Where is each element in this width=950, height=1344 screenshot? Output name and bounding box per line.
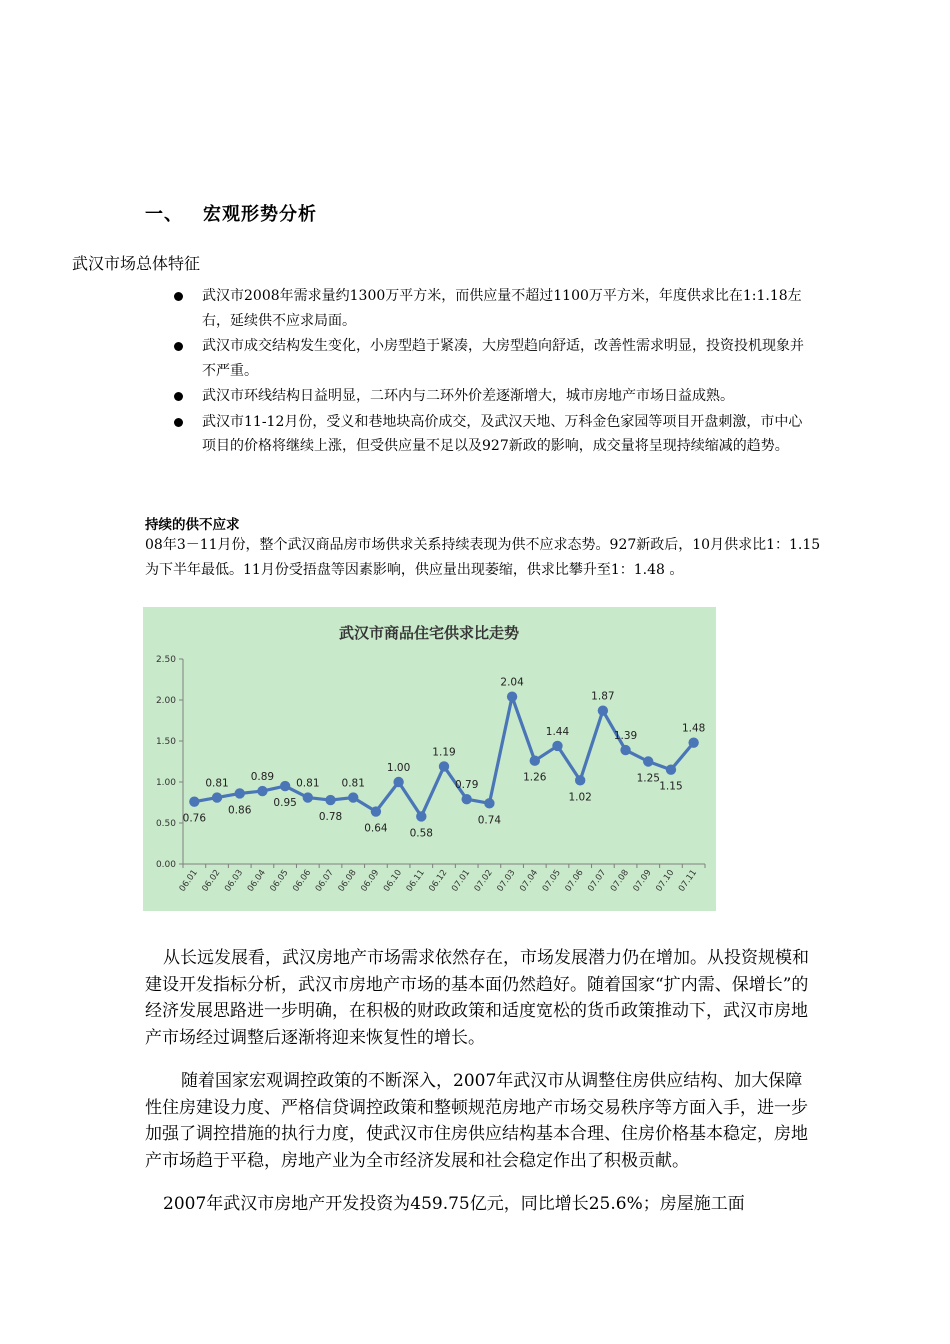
data-label: 0.79 [455,779,479,792]
data-label: 0.64 [364,822,388,835]
x-tick-label: 07.07 [586,867,609,894]
x-tick-label: 06.11 [404,867,427,894]
data-point [371,806,381,816]
chart-svg [143,607,716,911]
bullet-item: 武汉市2008年需求量约1300万平方米，而供应量不超过1100万平方米，年度供求比在1:1.18左右，延续供不应求局面。 [172,284,812,333]
y-tick-label: 2.00 [155,696,176,706]
x-tick-label: 07.06 [563,867,586,894]
data-label: 1.44 [545,725,570,738]
data-point [688,737,698,747]
data-point [280,781,290,791]
data-point [530,755,540,765]
x-tick-label: 06.12 [427,867,450,894]
y-tick-label: 1.00 [155,778,176,788]
data-label: 1.15 [659,780,683,793]
data-point [643,756,653,766]
x-tick-label: 06.03 [223,867,246,894]
bullet-dot-icon [174,342,183,351]
x-tick-label: 06.01 [177,867,200,894]
data-label: 0.58 [409,827,433,840]
data-point [303,792,313,802]
data-point [620,745,630,755]
data-label: 0.89 [250,771,275,784]
data-point [348,792,358,802]
x-tick-label: 06.05 [268,867,291,894]
chart-title: 武汉市商品住宅供求比走势 [338,624,520,642]
data-label: 2.04 [500,676,524,689]
data-label: 0.76 [182,812,207,825]
bullet-item: 武汉市11-12月份，受义和巷地块高价成交，及武汉天地、万科金色家园等项目开盘刺激，市中心项目的价格将继续上涨，但受供应量不足以及927新政的影响，成交量将呈现持续缩减的趋势。 [172,410,812,459]
section2-intro: 08年3－11月份，整个武汉商品房市场供求关系持续表现为供不应求态势。927新政后，10月供求比1：1.15为下半年最低。11月份受捂盘等因素影响，供应量出现萎缩，供求比攀升至1：1.48 。 [145,537,821,578]
section-title: 宏观形势分析 [203,204,317,225]
data-label: 1.39 [613,730,638,743]
x-tick-label: 07.01 [449,867,473,894]
x-tick-label: 06.10 [381,867,405,894]
bullet-list [172,284,812,460]
x-tick-label: 07.04 [518,867,541,894]
bullet-dot-icon [174,418,183,427]
paragraph-1: 从长远发展看，武汉房地产市场需求依然存在，市场发展潜力仍在增加。从投资规模和建设开发指标分析，武汉市房地产市场的基本面仍然趋好。随着国家“扩内需、保增长”的经济发展思路进一步明确，在积极的财政政策和适度宽松的货币政策推动下，武汉市房地产市场经过调整后逐渐将迎来恢复性的增长。 [145,948,809,1049]
data-label: 0.78 [318,811,343,824]
y-tick-label: 0.00 [155,860,176,870]
data-label: 1.48 [681,722,706,735]
data-point [575,775,585,785]
data-point [507,692,517,702]
x-tick-label: 06.02 [200,867,223,894]
x-tick-label: 06.08 [336,867,359,894]
bullet-item: 武汉市成交结构发生变化，小房型趋于紧凑，大房型趋向舒适，改善性需求明显，投资投机现象并不严重。 [172,334,812,383]
data-label: 1.87 [591,690,615,703]
data-label: 1.25 [636,772,660,785]
data-point [235,788,245,798]
x-tick-label: 07.09 [631,867,654,894]
subheading: 武汉市场总体特征 [72,254,201,273]
supply-demand-chart [143,607,716,911]
data-label: 0.81 [296,777,320,790]
data-label: 0.95 [273,797,297,810]
data-label: 0.81 [205,777,229,790]
x-tick-label: 06.07 [313,867,336,894]
data-point [439,761,449,771]
bullet-dot-icon [174,392,183,401]
paragraph-3: 2007年武汉市房地产开发投资为459.75亿元，同比增长25.6%；房屋施工面 [163,1194,745,1214]
bullet-dot-icon [174,292,183,301]
data-label: 1.26 [523,771,547,784]
data-point [257,786,267,796]
data-point [393,777,403,787]
data-point [484,798,494,808]
data-point [552,741,562,751]
x-tick-label: 06.04 [245,867,268,894]
x-tick-label: 07.02 [472,867,495,894]
data-point [666,765,676,775]
x-tick-label: 07.11 [676,867,700,894]
data-label: 0.74 [477,814,502,827]
data-label: 0.81 [341,777,365,790]
x-tick-label: 07.08 [608,867,632,894]
data-label: 1.19 [432,746,456,759]
data-point [598,705,608,715]
data-label: 1.02 [568,791,592,804]
y-tick-label: 2.50 [155,655,176,665]
bullet-item: 武汉市环线结构日益明显，二环内与二环外价差逐渐增大，城市房地产市场日益成熟。 [172,384,812,409]
section2-title: 持续的供不应求 [145,517,240,533]
paragraph-2: 随着国家宏观调控政策的不断深入，2007年武汉市从调整住房供应结构、加大保障性住房建设力度、严格信贷调控政策和整顿规范房地产市场交易秩序等方面入手，进一步加强了调控措施的执行力度，使武汉市住房供应结构基本合理、住房价格基本稳定，房地产市场趋于平稳，房地产业为全市经济发展和社会稳定作出了积极贡献。 [145,1071,808,1172]
x-tick-label: 06.06 [291,867,314,894]
x-tick-label: 07.03 [495,867,518,894]
x-tick-label: 07.10 [654,867,677,894]
x-tick-label: 06.09 [359,867,382,894]
y-tick-label: 1.50 [155,737,176,747]
data-label: 1.00 [386,762,411,774]
y-tick-label: 0.50 [155,819,176,829]
section-heading [145,200,317,226]
data-point [325,795,335,805]
data-point [416,811,426,821]
x-tick-label: 07.05 [540,867,563,894]
data-point [212,792,222,802]
data-point [189,796,199,806]
data-point [461,794,471,804]
data-label: 0.86 [228,804,252,817]
section-number: 一、 [145,204,183,225]
